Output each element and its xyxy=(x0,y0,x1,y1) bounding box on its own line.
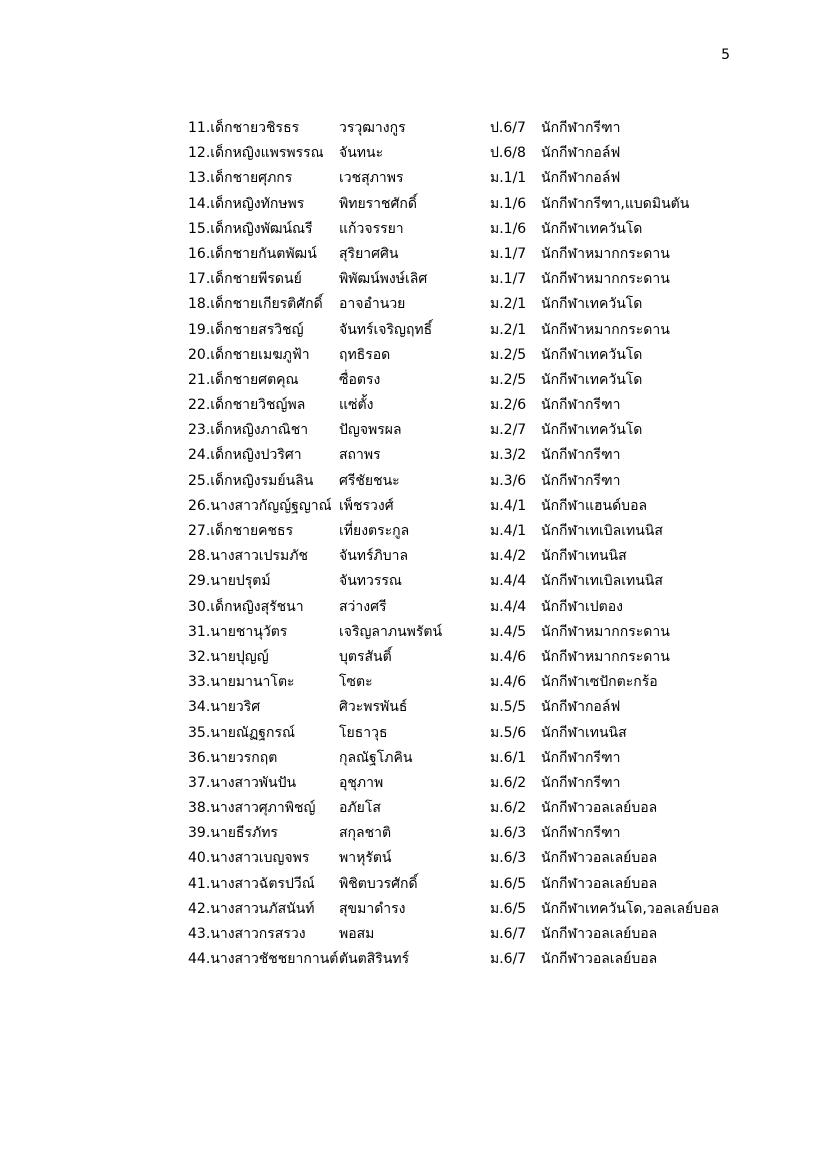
student-name: 25.เด็กหญิงรมย์นลิน xyxy=(188,472,314,489)
student-sport: นักกีฬาเทควันโด xyxy=(541,371,643,388)
student-name: 22.เด็กชายวิชญ์พล xyxy=(188,397,306,414)
student-sport: นักกีฬาเปตอง xyxy=(541,598,623,615)
student-name: 15.เด็กหญิงพัฒน์ณรี xyxy=(188,220,313,237)
student-sport: นักกีฬาหมากกระดาน xyxy=(541,321,670,338)
student-sport: นักกีฬาเทเบิลเทนนิส xyxy=(541,573,663,590)
student-sport: นักกีฬากรีฑา xyxy=(541,472,621,489)
student-name: 17.เด็กชายพีรดนย์ xyxy=(188,271,302,288)
student-name: 23.เด็กหญิงภาณิชา xyxy=(188,422,309,439)
roster-row xyxy=(188,443,748,468)
student-sport: นักกีฬาหมากกระดาน xyxy=(541,245,670,262)
student-name: 27.เด็กชายคชธร xyxy=(188,523,294,539)
student-surname: เจริญลาภนพรัตน์ xyxy=(339,623,443,640)
student-grade: ม.1/7 xyxy=(490,245,527,262)
student-name: 37.นางสาวพันปัน xyxy=(188,774,297,791)
roster-row xyxy=(188,418,748,443)
student-grade: ม.1/7 xyxy=(490,271,527,288)
roster-row xyxy=(188,922,748,947)
student-grade: ม.3/2 xyxy=(490,447,527,464)
roster-row xyxy=(188,343,748,368)
student-grade: ม.6/2 xyxy=(490,800,527,817)
student-grade: ม.5/6 xyxy=(490,724,527,741)
student-name: 39.นายธีรภัทร xyxy=(188,825,278,842)
student-grade: ม.2/7 xyxy=(490,422,527,439)
student-grade: ม.2/6 xyxy=(490,397,527,414)
student-name: 41.นางสาวฉัตรปวีณ์ xyxy=(188,875,315,892)
student-surname: ซื่อตรง xyxy=(339,371,381,388)
student-surname: วรวุฒางกูร xyxy=(339,120,406,136)
student-name: 16.เด็กชายกันตพัฒน์ xyxy=(188,245,317,262)
student-grade: ม.6/7 xyxy=(490,926,527,942)
student-sport: นักกีฬาเทควันโด xyxy=(541,220,643,237)
roster-row xyxy=(188,192,748,217)
student-surname: พิทยราชศักดิ์ xyxy=(339,195,417,212)
roster-row xyxy=(188,721,748,746)
student-surname: กุลณัฐโภคิน xyxy=(339,749,413,766)
student-sport: นักกีฬากรีฑา,แบดมินตัน xyxy=(541,195,690,212)
student-surname: เที่ยงตระกูล xyxy=(339,523,410,539)
roster-row xyxy=(188,242,748,267)
student-surname: ปัญจพรผล xyxy=(339,422,402,439)
student-name: 29.นายปรุตม์ xyxy=(188,573,271,590)
student-grade: ม.4/6 xyxy=(490,648,527,665)
student-grade: ม.6/1 xyxy=(490,749,527,766)
student-sport: นักกีฬากอล์ฟ xyxy=(541,145,621,162)
roster-row xyxy=(188,897,748,922)
student-name: 12.เด็กหญิงแพรพรรณ xyxy=(188,145,324,162)
roster-row xyxy=(188,821,748,846)
student-grade: ม.4/4 xyxy=(490,573,527,590)
student-grade: ม.1/1 xyxy=(490,170,527,187)
student-sport: นักกีฬากรีฑา xyxy=(541,120,621,136)
student-sport: นักกีฬาหมากกระดาน xyxy=(541,623,670,640)
student-sport: นักกีฬาเซปักตะกร้อ xyxy=(541,674,658,691)
student-surname: พอสม xyxy=(339,926,375,942)
student-surname: สถาพร xyxy=(339,447,381,464)
student-grade: ม.6/5 xyxy=(490,900,527,917)
student-grade: ม.2/1 xyxy=(490,296,527,313)
student-name: 19.เด็กชายสรวิชญ์ xyxy=(188,321,304,338)
student-surname: โซตะ xyxy=(339,674,373,691)
roster-row xyxy=(188,645,748,670)
roster-row xyxy=(188,393,748,418)
student-name: 35.นายณัฏฐกรณ์ xyxy=(188,724,295,741)
student-name: 38.นางสาวศุภาพิชญ์ xyxy=(188,800,316,817)
student-name: 40.นางสาวเบญจพร xyxy=(188,850,310,867)
student-sport: นักกีฬาวอลเลย์บอล xyxy=(541,951,658,968)
student-name: 18.เด็กชายเกียรติศักดิ์ xyxy=(188,296,323,313)
student-name: 30.เด็กหญิงสุรัชนา xyxy=(188,598,304,615)
roster-row xyxy=(188,494,748,519)
student-name: 44.นางสาวชัชชยากานต์ xyxy=(188,951,339,968)
student-name: 36.นายวรกฤต xyxy=(188,749,278,766)
student-grade: ม.4/1 xyxy=(490,497,527,514)
roster-row xyxy=(188,318,748,343)
student-name: 28.นางสาวเปรมภัช xyxy=(188,548,308,565)
student-sport: นักกีฬาวอลเลย์บอล xyxy=(541,926,658,942)
student-surname: ฤทธิรอด xyxy=(339,346,391,363)
roster-row xyxy=(188,469,748,494)
student-name: 13.เด็กชายศุภกร xyxy=(188,170,293,187)
student-surname: สุขมาดำรง xyxy=(339,900,406,917)
student-name: 31.นายชานุวัตร xyxy=(188,623,288,640)
roster-row xyxy=(188,846,748,871)
student-grade: ม.4/2 xyxy=(490,548,527,565)
roster-row xyxy=(188,141,748,166)
student-sport: นักกีฬาแฮนด์บอล xyxy=(541,497,648,514)
student-surname: เพ็ชรวงศ์ xyxy=(339,497,394,514)
student-sport: นักกีฬากรีฑา xyxy=(541,397,621,414)
student-name: 42.นางสาวนภัสนันท์ xyxy=(188,900,315,917)
roster-row xyxy=(188,217,748,242)
student-sport: นักกีฬาเทนนิส xyxy=(541,724,627,741)
student-grade: ม.6/3 xyxy=(490,850,527,867)
roster-row xyxy=(188,947,748,972)
student-sport: นักกีฬาหมากกระดาน xyxy=(541,271,670,288)
student-surname: พิชิตบวรศักดิ์ xyxy=(339,875,418,892)
student-sport: นักกีฬากรีฑา xyxy=(541,774,621,791)
student-name: 26.นางสาวกัญญ์ฐญาณ์ xyxy=(188,497,332,514)
student-surname: โยธาวุธ xyxy=(339,724,388,741)
roster-row xyxy=(188,796,748,821)
roster-row xyxy=(188,872,748,897)
student-grade: ม.2/5 xyxy=(490,371,527,388)
student-grade: ม.3/6 xyxy=(490,472,527,489)
student-sport: นักกีฬาเทควันโด xyxy=(541,422,643,439)
student-name: 32.นายปุญญ์ xyxy=(188,648,269,665)
student-grade: ป.6/7 xyxy=(490,120,526,136)
student-surname: เวชสุภาพร xyxy=(339,170,404,187)
student-surname: ศิวะพรพันธ์ xyxy=(339,699,408,716)
student-sport: นักกีฬากอล์ฟ xyxy=(541,699,621,716)
student-grade: ม.6/3 xyxy=(490,825,527,842)
roster-row xyxy=(188,368,748,393)
student-surname: แก้วจรรยา xyxy=(339,220,404,237)
student-sport: นักกีฬากรีฑา xyxy=(541,825,621,842)
student-surname: พาหุรัตน์ xyxy=(339,850,392,867)
roster-row xyxy=(188,746,748,771)
student-grade: ม.2/1 xyxy=(490,321,527,338)
page-number: 5 xyxy=(721,47,730,63)
student-sport: นักกีฬาเทควันโด xyxy=(541,346,643,363)
student-grade: ม.6/5 xyxy=(490,875,527,892)
student-sport: นักกีฬาเทเบิลเทนนิส xyxy=(541,523,663,539)
student-surname: สว่างศรี xyxy=(339,598,387,615)
student-grade: ม.6/7 xyxy=(490,951,527,968)
student-sport: นักกีฬากอล์ฟ xyxy=(541,170,621,187)
student-surname: ศรีชัยชนะ xyxy=(339,472,400,489)
student-sport: นักกีฬาวอลเลย์บอล xyxy=(541,850,658,867)
student-sport: นักกีฬากรีฑา xyxy=(541,749,621,766)
student-surname: ตันตสิรินทร์ xyxy=(339,951,410,968)
roster-row xyxy=(188,267,748,292)
student-name: 33.นายมานาโตะ xyxy=(188,674,295,691)
roster-row xyxy=(188,620,748,645)
student-grade: ม.4/5 xyxy=(490,623,527,640)
student-sport: นักกีฬาวอลเลย์บอล xyxy=(541,875,658,892)
student-grade: ป.6/8 xyxy=(490,145,526,162)
student-name: 14.เด็กหญิงทักษพร xyxy=(188,195,305,212)
roster-row xyxy=(188,116,748,141)
student-surname: อาจอำนวย xyxy=(339,296,406,313)
student-surname: จันทนะ xyxy=(339,145,384,162)
student-name: 20.เด็กชายเมฆภูฟ้า xyxy=(188,346,310,363)
student-surname: อภัยโส xyxy=(339,800,381,817)
roster-row xyxy=(188,519,748,544)
student-name: 34.นายวริศ xyxy=(188,699,261,716)
student-sport: นักกีฬาหมากกระดาน xyxy=(541,648,670,665)
student-surname: จันทร์เจริญฤทธิ์ xyxy=(339,321,433,338)
roster-row xyxy=(188,695,748,720)
student-name: 11.เด็กชายวชิรธร xyxy=(188,120,300,136)
student-surname: อุชุภาพ xyxy=(339,774,384,791)
student-surname: แซ่ตั้ง xyxy=(339,397,374,414)
roster-row xyxy=(188,771,748,796)
student-sport: นักกีฬาวอลเลย์บอล xyxy=(541,800,658,817)
student-grade: ม.5/5 xyxy=(490,699,527,716)
student-surname: จันทวรรณ xyxy=(339,573,402,590)
roster-row xyxy=(188,595,748,620)
student-name: 24.เด็กหญิงปวริศา xyxy=(188,447,302,464)
student-surname: สกุลชาติ xyxy=(339,825,392,842)
student-sport: นักกีฬาเทควันโด,วอลเลย์บอล xyxy=(541,900,720,917)
student-grade: ม.4/6 xyxy=(490,674,527,691)
student-sport: นักกีฬาเทควันโด xyxy=(541,296,643,313)
student-grade: ม.1/6 xyxy=(490,195,527,212)
student-sport: นักกีฬากรีฑา xyxy=(541,447,621,464)
student-grade: ม.6/2 xyxy=(490,774,527,791)
student-grade: ม.1/6 xyxy=(490,220,527,237)
roster-row xyxy=(188,292,748,317)
student-grade: ม.4/1 xyxy=(490,523,527,539)
student-sport: นักกีฬาเทนนิส xyxy=(541,548,627,565)
roster-row xyxy=(188,670,748,695)
student-name: 21.เด็กชายศตคุณ xyxy=(188,371,299,388)
athlete-roster xyxy=(188,116,748,972)
student-name: 43.นางสาวกรสรวง xyxy=(188,926,306,942)
roster-row xyxy=(188,569,748,594)
student-surname: พิพัฒน์พงษ์เลิศ xyxy=(339,271,428,288)
student-grade: ม.4/4 xyxy=(490,598,527,615)
student-grade: ม.2/5 xyxy=(490,346,527,363)
student-surname: จันทร์ภิบาล xyxy=(339,548,409,565)
roster-row xyxy=(188,544,748,569)
student-surname: บุตรสันติ์ xyxy=(339,648,392,665)
roster-row xyxy=(188,166,748,191)
student-surname: สุริยาศศิน xyxy=(339,245,399,262)
